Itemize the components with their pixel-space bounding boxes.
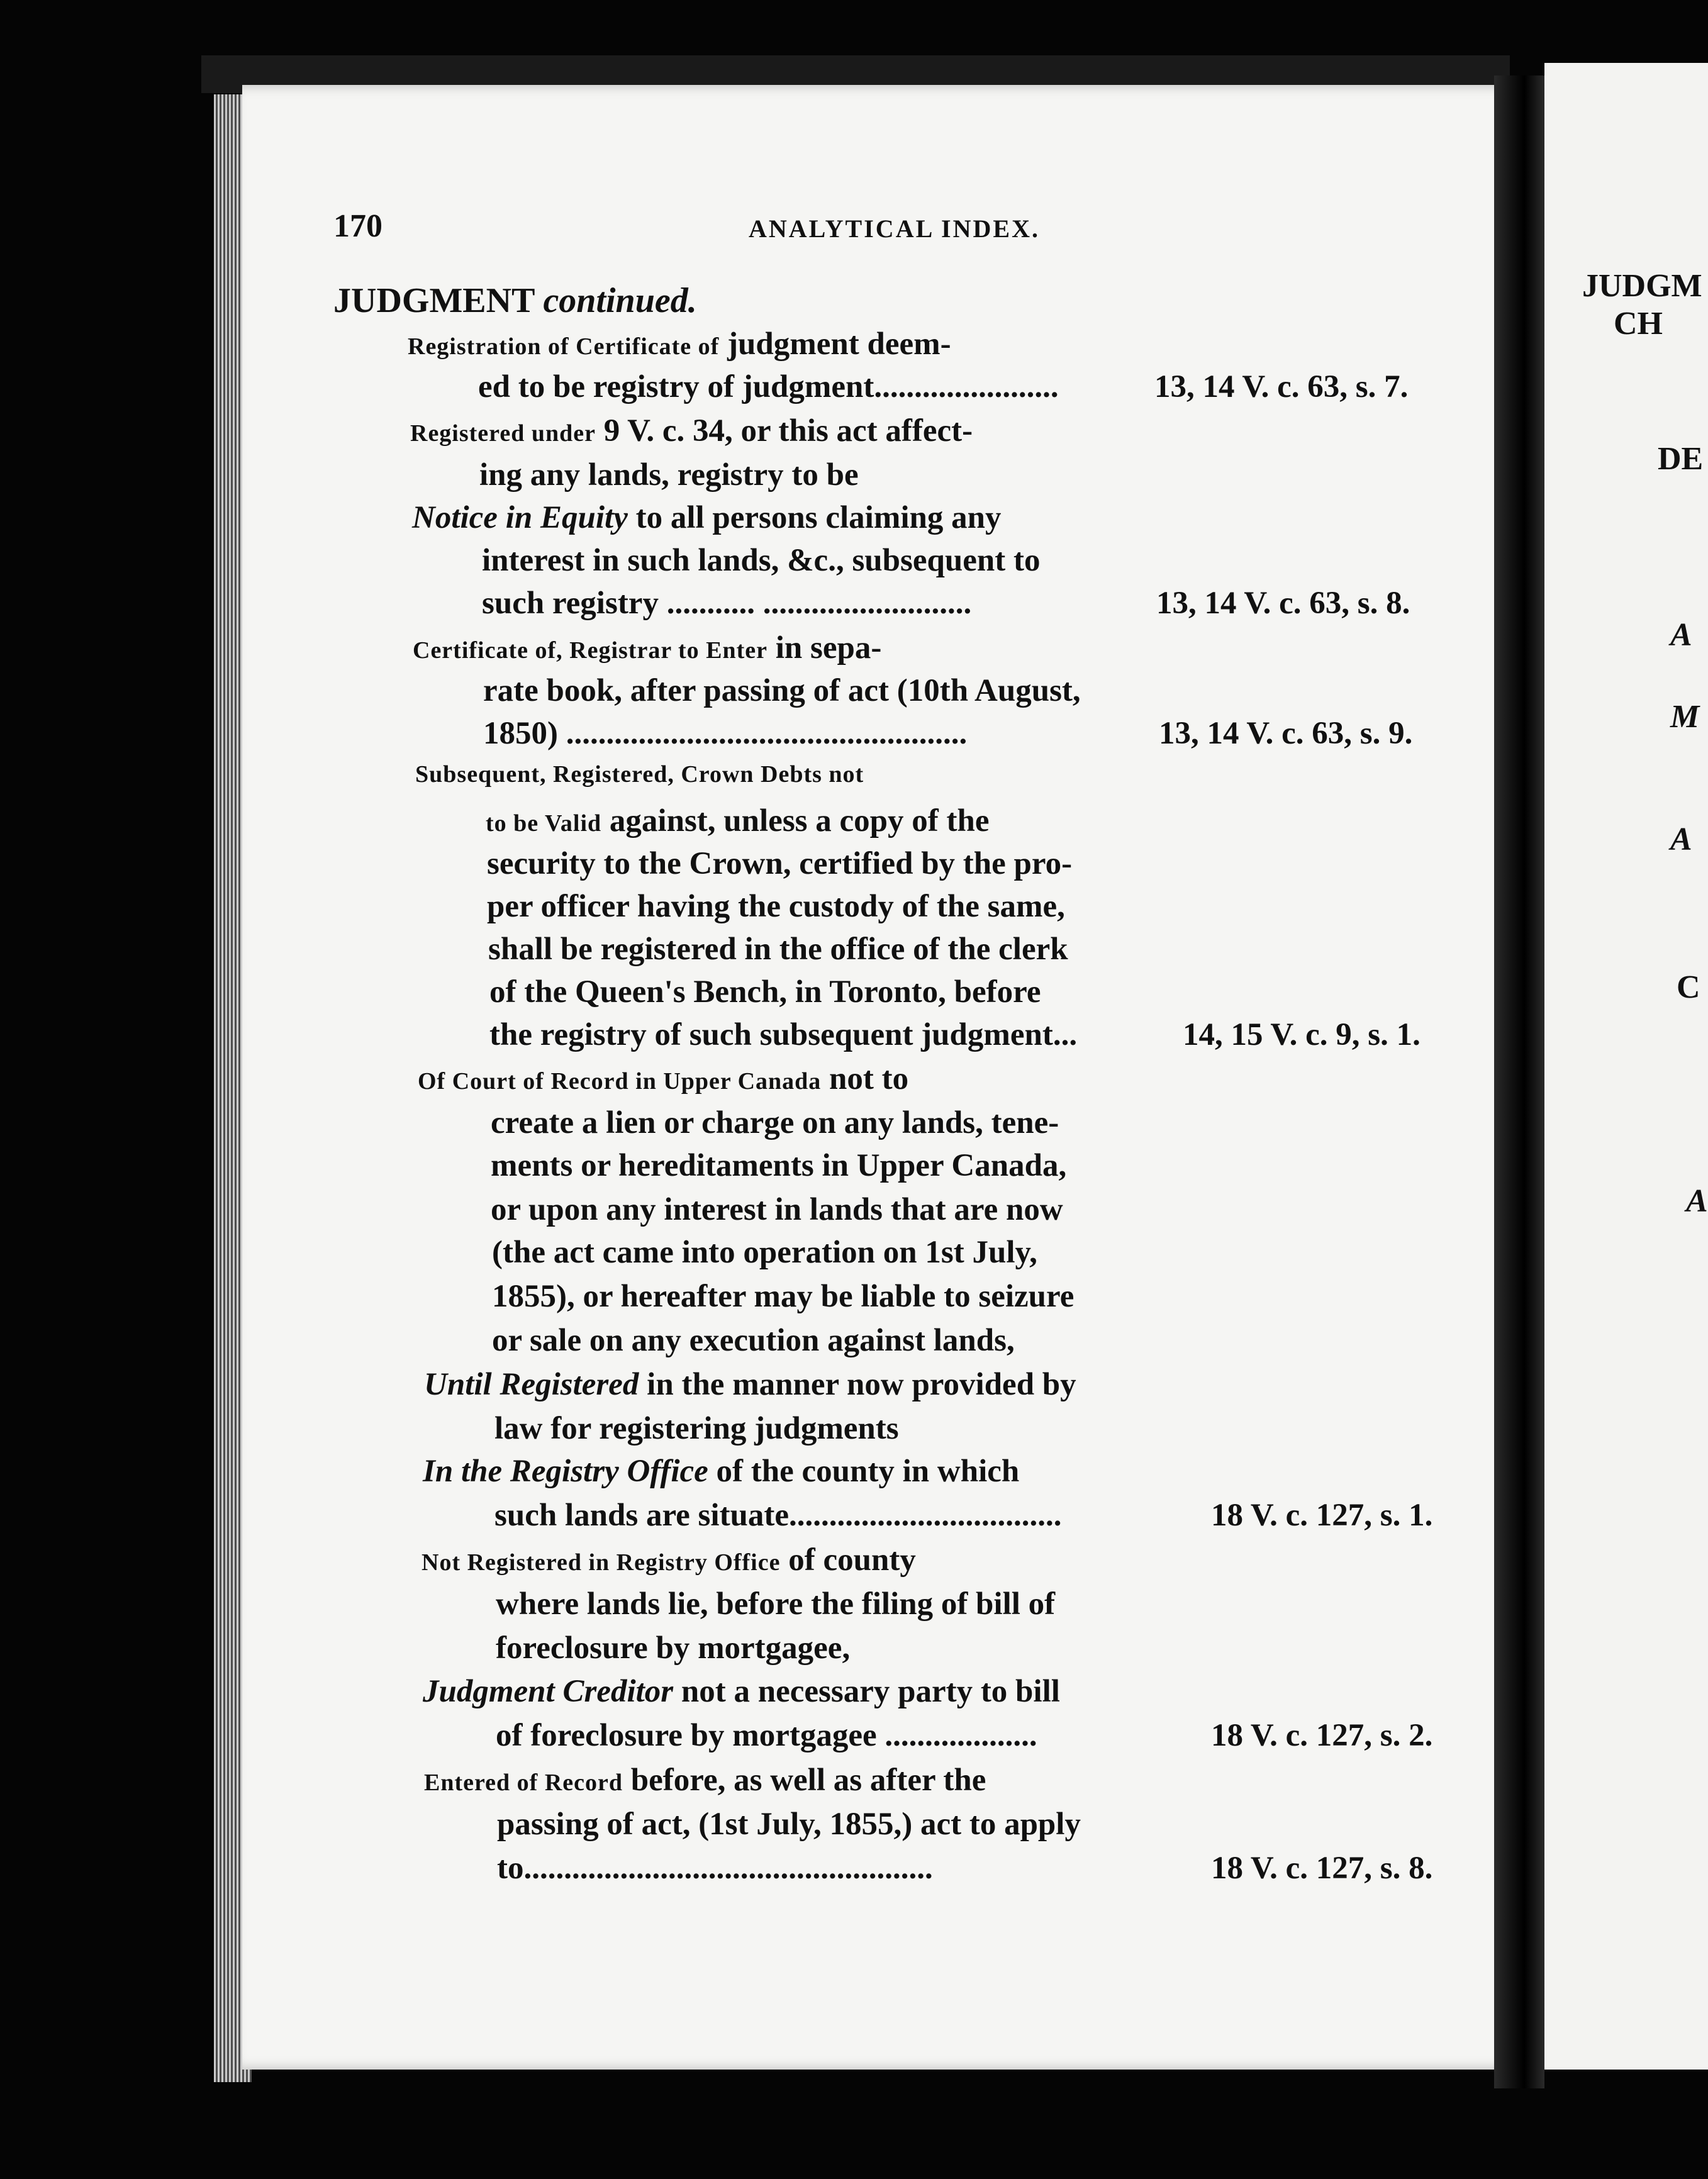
small-caps-lead: Of Court of Record in Upper Canada	[418, 1068, 822, 1095]
line-text: in sepa-	[775, 630, 882, 666]
statute-citation: 13, 14 V. c. 63, s. 8.	[1156, 586, 1410, 621]
index-line: of foreclosure by mortgagee ...................	[496, 1718, 1037, 1753]
right-page-fragment: A	[1686, 1183, 1708, 1219]
line-text: not a necessary party to bill	[681, 1674, 1060, 1709]
right-page	[1544, 63, 1708, 2070]
index-line	[424, 1764, 986, 1797]
statute-citation: 18 V. c. 127, s. 1.	[1211, 1498, 1433, 1533]
index-line	[410, 415, 973, 447]
statute-citation: 13, 14 V. c. 63, s. 9.	[1159, 716, 1413, 751]
index-line: per officer having the custody of the same,	[487, 889, 1065, 924]
small-caps-lead: to be Valid	[486, 810, 602, 837]
right-page-fragment: CH	[1614, 306, 1663, 342]
line-text: 9 V. c. 34, or this act affect-	[603, 413, 973, 449]
index-line: shall be registered in the office of the clerk	[488, 932, 1068, 967]
index-line: law for registering judgments	[494, 1411, 899, 1446]
statute-citation: 18 V. c. 127, s. 2.	[1211, 1718, 1433, 1753]
index-line: interest in such lands, &c., subsequent to	[482, 543, 1041, 578]
line-text: of the county in which	[716, 1454, 1020, 1489]
line-text: to all persons claiming any	[635, 500, 1002, 535]
statute-citation: 14, 15 V. c. 9, s. 1.	[1183, 1017, 1421, 1052]
index-line: where lands lie, before the filing of bill of	[496, 1586, 1056, 1622]
book-gutter	[1494, 75, 1544, 2088]
right-page-fragment: M	[1670, 699, 1700, 735]
index-line: passing of act, (1st July, 1855,) act to apply	[497, 1807, 1081, 1842]
entry-heading	[333, 283, 697, 318]
index-line: create a lien or charge on any lands, tene-	[491, 1105, 1059, 1140]
small-caps-lead: Registration of Certificate of	[408, 333, 720, 360]
line-text: in the manner now provided by	[647, 1367, 1076, 1402]
italic-lead: Until Registered	[424, 1367, 639, 1402]
index-line: foreclosure by mortgagee,	[496, 1630, 851, 1666]
line-text: judgment deem-	[727, 326, 951, 362]
small-caps-lead: Certificate of, Registrar to Enter	[413, 637, 768, 664]
entry-heading-word: JUDGMENT	[333, 281, 535, 320]
index-line	[421, 1544, 916, 1576]
index-line: ing any lands, registry to be	[479, 457, 859, 493]
index-line	[486, 805, 989, 837]
index-line	[424, 1369, 1076, 1401]
index-line	[408, 328, 951, 360]
index-line: rate book, after passing of act (10th August,	[483, 673, 1081, 708]
statute-citation: 18 V. c. 127, s. 8.	[1211, 1851, 1433, 1886]
right-page-fragment: A	[1670, 617, 1692, 653]
index-line: ed to be registry of judgment.......................	[478, 369, 1059, 404]
index-line: of the Queen's Bench, in Toronto, before	[489, 974, 1041, 1010]
entry-heading-suffix: continued.	[543, 281, 697, 320]
index-line	[423, 1456, 1019, 1488]
small-caps-lead: Entered of Record	[424, 1769, 623, 1796]
index-line: such registry ........... ..........................	[482, 586, 972, 621]
index-line: to...................................................	[497, 1851, 933, 1886]
small-caps-lead: Not Registered in Registry Office	[421, 1549, 781, 1576]
right-page-fragment: A	[1670, 822, 1692, 857]
running-head: ANALYTICAL INDEX.	[749, 215, 1040, 243]
statute-citation: 13, 14 V. c. 63, s. 7.	[1154, 369, 1409, 404]
index-line: ments or hereditaments in Upper Canada,	[491, 1148, 1067, 1183]
index-line: security to the Crown, certified by the pro-	[487, 846, 1073, 881]
line-text: against, unless a copy of the	[609, 803, 990, 839]
italic-lead: Notice in Equity	[412, 500, 628, 535]
index-line	[418, 1063, 908, 1095]
page-number: 170	[333, 208, 382, 244]
index-line: such lands are situate..................................	[494, 1498, 1062, 1533]
index-line: 1855), or hereafter may be liable to seizure	[492, 1279, 1074, 1314]
index-line: the registry of such subsequent judgment...	[489, 1017, 1078, 1052]
italic-lead: Judgment Creditor	[423, 1674, 674, 1709]
index-line	[423, 1676, 1060, 1708]
index-line: Subsequent, Registered, Crown Debts not	[415, 761, 864, 788]
index-line: or upon any interest in lands that are now	[491, 1192, 1063, 1227]
right-page-fragment: DE	[1658, 441, 1704, 477]
right-page-fragment: JUDGM	[1582, 268, 1702, 304]
line-text: before, as well as after the	[630, 1763, 986, 1798]
index-line	[412, 502, 1001, 534]
line-text: of county	[788, 1542, 916, 1578]
index-line: (the act came into operation on 1st July,	[492, 1235, 1037, 1270]
index-line: or sale on any execution against lands,	[492, 1323, 1015, 1358]
small-caps-lead: Registered under	[410, 420, 596, 447]
index-line	[413, 632, 881, 664]
italic-lead: In the Registry Office	[423, 1454, 708, 1489]
right-page-fragment: C	[1677, 969, 1700, 1005]
line-text: not to	[829, 1061, 909, 1096]
index-line: 1850) ..................................................	[483, 716, 968, 751]
